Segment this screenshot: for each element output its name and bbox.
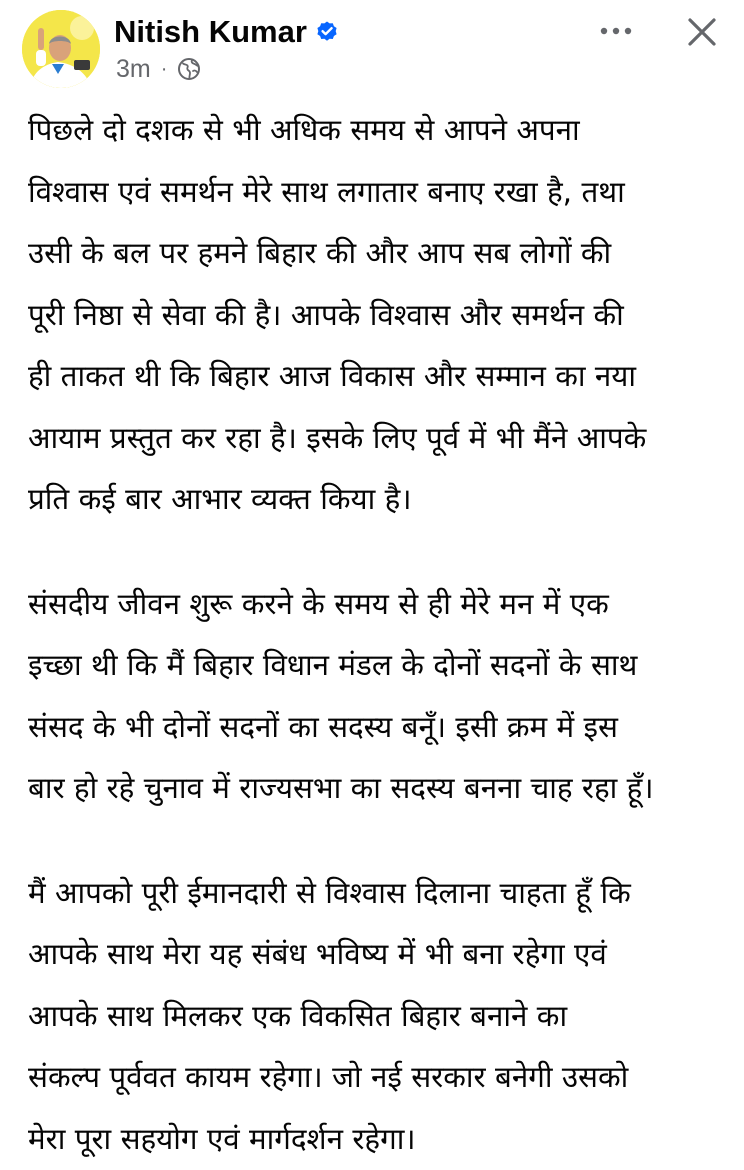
post-line: संसदीय जीवन शुरू करने के समय से ही मेरे मन में एक [28,574,728,636]
more-options-icon[interactable] [596,16,636,46]
post-header [0,0,744,100]
post-body [28,100,728,1170]
post-line: प्रति कई बार आभार व्यक्त किया है। [28,469,728,531]
author-name-row [114,12,339,52]
post-line: ही ताकत थी कि बिहार आज विकास और सम्मान का नया [28,346,728,408]
post-line: आपके साथ मेरा यह संबंध भविष्य में भी बना रहेगा एवं [28,924,728,986]
author-name[interactable]: Nitish Kumar [114,14,307,50]
verified-badge-icon [315,20,339,44]
post-line: इच्छा थी कि मैं बिहार विधान मंडल के दोनों सदनों के साथ [28,635,728,697]
close-icon[interactable] [684,14,720,50]
post-line: पिछले दो दशक से भी अधिक समय से आपने अपना [28,100,728,162]
post-line: पूरी निष्ठा से सेवा की है। आपके विश्वास और समर्थन की [28,285,728,347]
post-line: आपके साथ मिलकर एक विकसित बिहार बनाने का [28,986,728,1048]
author-avatar[interactable] [22,10,100,88]
profile-photo-icon [22,10,100,88]
globe-icon[interactable] [177,57,201,81]
post-line: संसद के भी दोनों सदनों का सदस्य बनूँ। इसी क्रम में इस [28,697,728,759]
post-paragraph-3 [28,863,728,1170]
post-line: विश्वास एवं समर्थन मेरे साथ लगातार बनाए रखा है, तथा [28,162,728,224]
post-timestamp[interactable]: 3m [116,55,151,84]
post-line: आयाम प्रस्तुत कर रहा है। इसके लिए पूर्व में भी मैंने आपके [28,408,728,470]
post-paragraph-1 [28,100,728,531]
meta-separator: · [161,58,168,81]
post-line: मेरा पूरा सहयोग एवं मार्गदर्शन रहेगा। [28,1109,728,1170]
post-line: बार हो रहे चुनाव में राज्यसभा का सदस्य बनना चाह रहा हूँ। [28,758,728,820]
post-line: संकल्प पूर्ववत कायम रहेगा। जो नई सरकार बनेगी उसको [28,1047,728,1109]
post-meta [116,54,201,84]
post-line: मैं आपको पूरी ईमानदारी से विश्वास दिलाना चाहता हूँ कि [28,863,728,925]
post-paragraph-2 [28,574,728,820]
post-line: उसी के बल पर हमने बिहार की और आप सब लोगों की [28,223,728,285]
